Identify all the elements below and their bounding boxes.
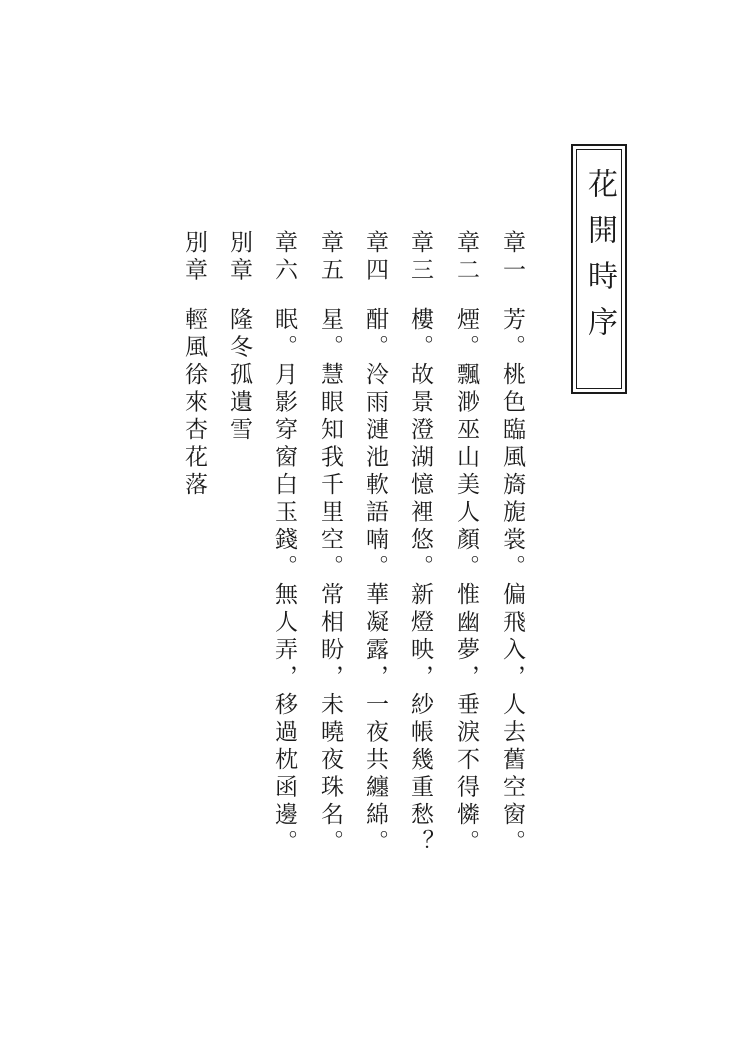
chapter-text: 芳。桃色臨風旖旎裳。偏飛入，人去舊空窗。	[499, 307, 525, 857]
chapter-text: 酣。泠雨漣池軟語喃。華凝露，一夜共纏綿。	[362, 307, 388, 857]
chapter-text: 煙。飄渺巫山美人顏。惟幽夢，垂淚不得憐。	[453, 307, 479, 857]
chapter-column	[268, 230, 300, 857]
chapter-column	[223, 230, 255, 445]
chapter-text: 輕風徐來杏花落	[181, 307, 207, 500]
chapter-label: 章二	[453, 230, 479, 285]
chapter-column	[178, 230, 210, 500]
chapter-column	[450, 230, 482, 857]
chapter-label: 章六	[271, 230, 297, 285]
chapter-text: 星。慧眼知我千里空。常相盼，未曉夜珠名。	[317, 307, 343, 857]
chapter-column	[496, 230, 528, 857]
chapter-label: 章三	[407, 230, 433, 285]
chapter-column	[314, 230, 346, 857]
chapter-label: 章一	[499, 230, 525, 285]
chapter-text: 樓。故景澄湖憶裡悠。新燈映，紗帳幾重愁？	[407, 307, 433, 857]
chapter-label: 章五	[317, 230, 343, 285]
title-frame	[571, 144, 627, 394]
page-title: 花開時序	[582, 168, 617, 352]
chapter-label: 別章	[181, 230, 207, 285]
chapter-label: 別章	[226, 230, 252, 285]
chapter-text: 隆冬孤遺雪	[226, 307, 252, 445]
chapter-text: 眠。月影穿窗白玉錢。無人弄，移過枕函邊。	[271, 307, 297, 857]
title-inner-frame	[576, 149, 622, 389]
chapter-column	[359, 230, 391, 857]
chapter-label: 章四	[362, 230, 388, 285]
chapter-column	[404, 230, 436, 857]
